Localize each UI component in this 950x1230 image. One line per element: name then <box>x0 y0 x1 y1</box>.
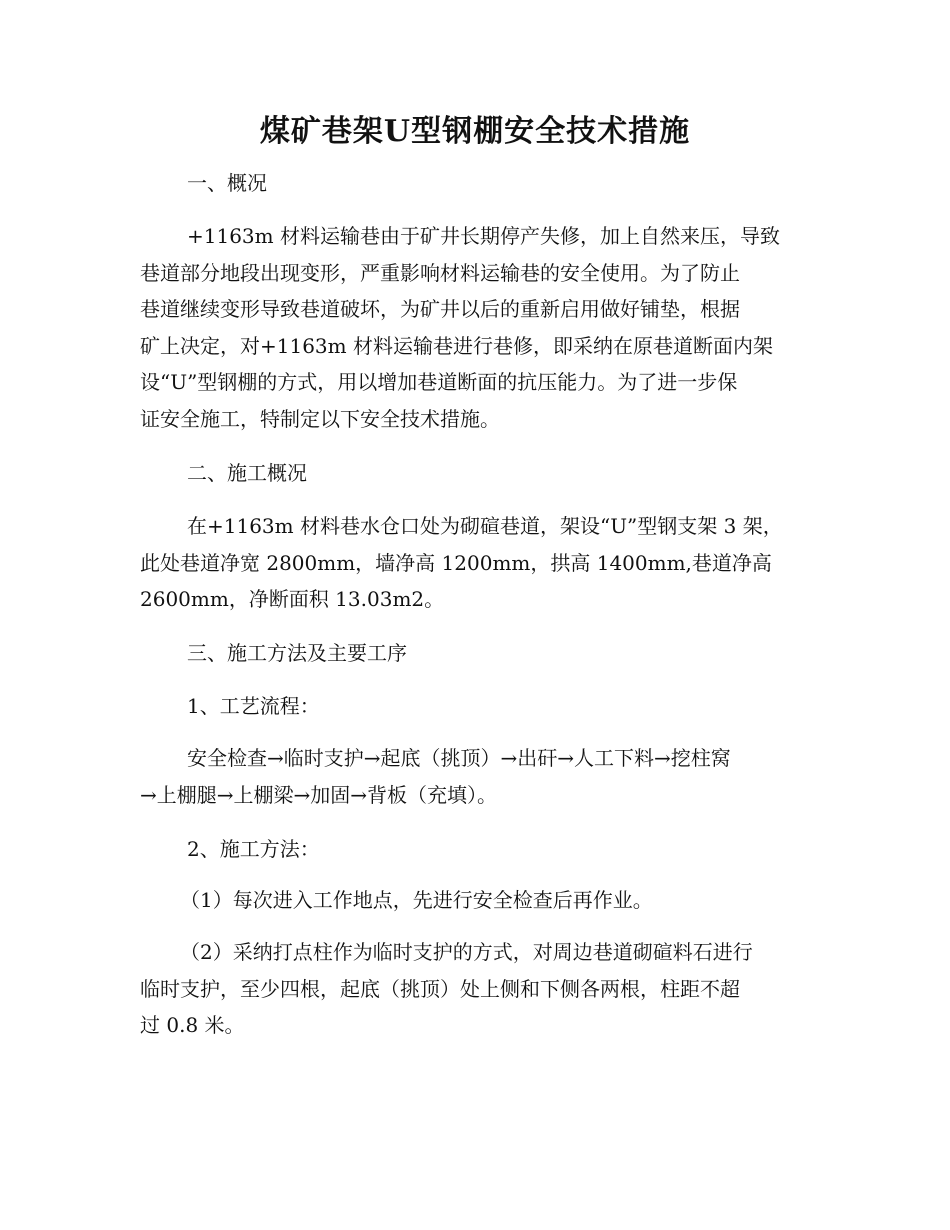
text-line: 此处巷道净宽 2800mm，墙净高 1200mm，拱高 1400mm,巷道净高 <box>140 550 772 575</box>
text-line: （2）采纳打点柱作为临时支护的方式，对周边巷道砌碹料石进行 <box>180 940 753 964</box>
paragraph-overview <box>140 218 810 437</box>
text-line: 设“U”型钢棚的方式，用以增加巷道断面的抗压能力。为了进一步保 <box>140 370 738 394</box>
list-item-1: （1）每次进入工作地点，先进行安全检查后再作业。 <box>180 888 653 912</box>
subheading-process-flow: 1、工艺流程： <box>187 694 320 718</box>
text-line: 证安全施工，特制定以下安全技术措施。 <box>140 406 500 431</box>
text-line: 巷道部分地段出现变形，严重影响材料运输巷的安全使用。为了防止 <box>140 260 740 285</box>
section-heading-method: 三、施工方法及主要工序 <box>187 641 407 665</box>
list-item-2 <box>140 934 810 1044</box>
text-line: +1163m 材料运输巷由于矿井长期停产失修，加上自然来压，导致 <box>187 224 780 248</box>
text-line: 矿上决定，对+1163m 材料运输巷进行巷修，即采纳在原巷道断面内架 <box>140 333 773 358</box>
text-line: 安全检查→临时支护→起底（挑顶）→出矸→人工下料→挖柱窝 <box>187 746 731 770</box>
document-title: 煤矿巷架U型钢棚安全技术措施 <box>259 114 691 149</box>
text-line: 巷道继续变形导致巷道破坏，为矿井以后的重新启用做好铺垫，根据 <box>140 297 740 321</box>
paragraph-process-flow <box>140 740 810 813</box>
subheading-construction-method: 2、施工方法： <box>187 837 320 861</box>
section-heading-construction-overview: 二、施工概况 <box>187 461 307 485</box>
paragraph-construction-overview <box>140 508 810 618</box>
text-line: 在+1163m 材料巷水仓口处为砌碹巷道，架设“U”型钢支架 3 架， <box>187 514 783 538</box>
text-line: 2600mm，净断面积 13.03m2。 <box>140 587 445 611</box>
text-line: 临时支护，至少四根，起底（挑顶）处上侧和下侧各两根，柱距不超 <box>140 976 740 1001</box>
text-line: →上棚腿→上棚梁→加固→背板（充填）。 <box>140 782 498 807</box>
section-heading-overview: 一、概况 <box>187 171 267 195</box>
text-line: 过 0.8 米。 <box>140 1013 245 1037</box>
